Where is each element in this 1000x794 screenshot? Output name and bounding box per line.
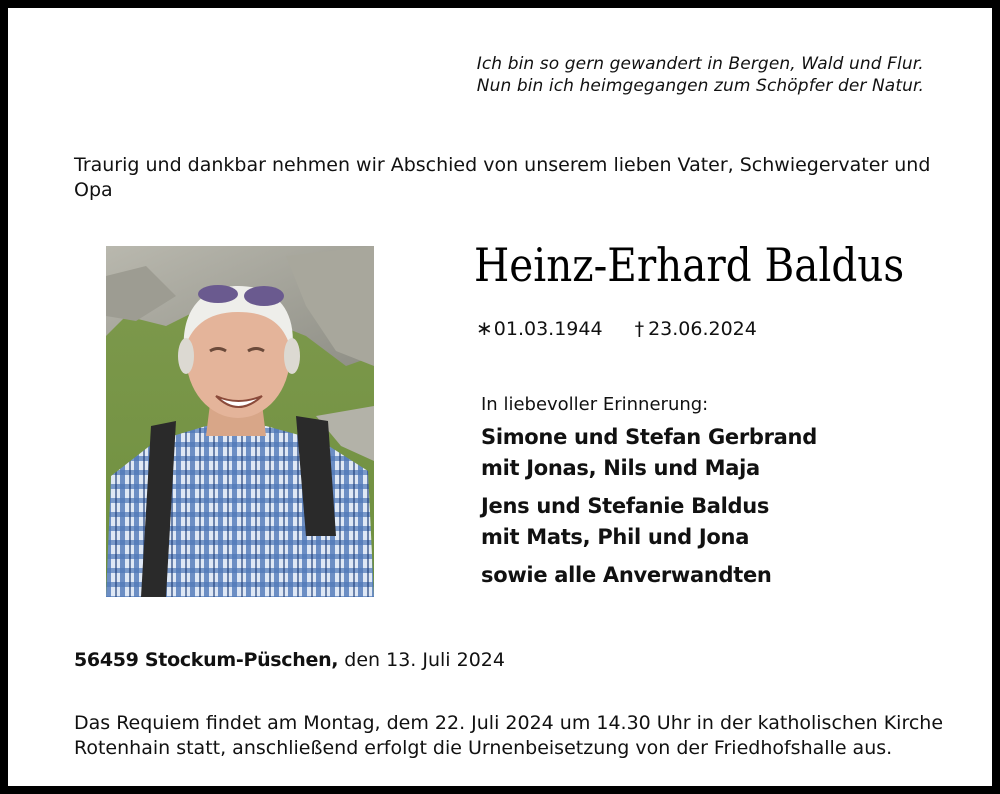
mourners-block bbox=[481, 392, 817, 591]
portrait-photo bbox=[106, 246, 374, 597]
deceased-name: Heinz-Erhard Baldus bbox=[474, 238, 905, 292]
mourners-heading: In liebevoller Erinnerung: bbox=[481, 394, 709, 415]
mourner-line: sowie alle Anverwandten bbox=[481, 563, 772, 587]
poem-line: Nun bin ich heimgegangen zum Schöpfer der Natur. bbox=[476, 76, 924, 96]
death-date: 23.06.2024 bbox=[648, 318, 757, 340]
mourner-line: mit Jonas, Nils und Maja bbox=[481, 456, 760, 480]
mourner-line: mit Mats, Phil und Jona bbox=[481, 525, 750, 549]
poem bbox=[477, 53, 924, 97]
life-dates bbox=[476, 315, 757, 342]
requiem-text: Das Requiem findet am Montag, dem 22. Juli 2024 um 14.30 Uhr in der katholischen Kirche Rotenhain statt, anschließend erfolgt die Urnenbeisetzung von der Friedhofshalle aus. bbox=[74, 712, 944, 759]
death-cross-icon: † bbox=[634, 318, 645, 340]
birth-date: 01.03.1944 bbox=[493, 318, 603, 340]
intro-text: Traurig und dankbar nehmen wir Abschied von unserem lieben Vater, Schwiegervater und Opa bbox=[74, 154, 931, 201]
birth-star-icon: ∗ bbox=[476, 316, 493, 340]
mourner-line: Simone und Stefan Gerbrand bbox=[481, 425, 817, 449]
place-date-line bbox=[74, 647, 505, 673]
place-location: 56459 Stockum-Püschen, bbox=[74, 649, 339, 671]
poem-line: Ich bin so gern gewandert in Bergen, Wald und Flur. bbox=[476, 54, 924, 74]
place-date: den 13. Juli 2024 bbox=[344, 649, 505, 671]
mourner-line: Jens und Stefanie Baldus bbox=[481, 494, 770, 518]
